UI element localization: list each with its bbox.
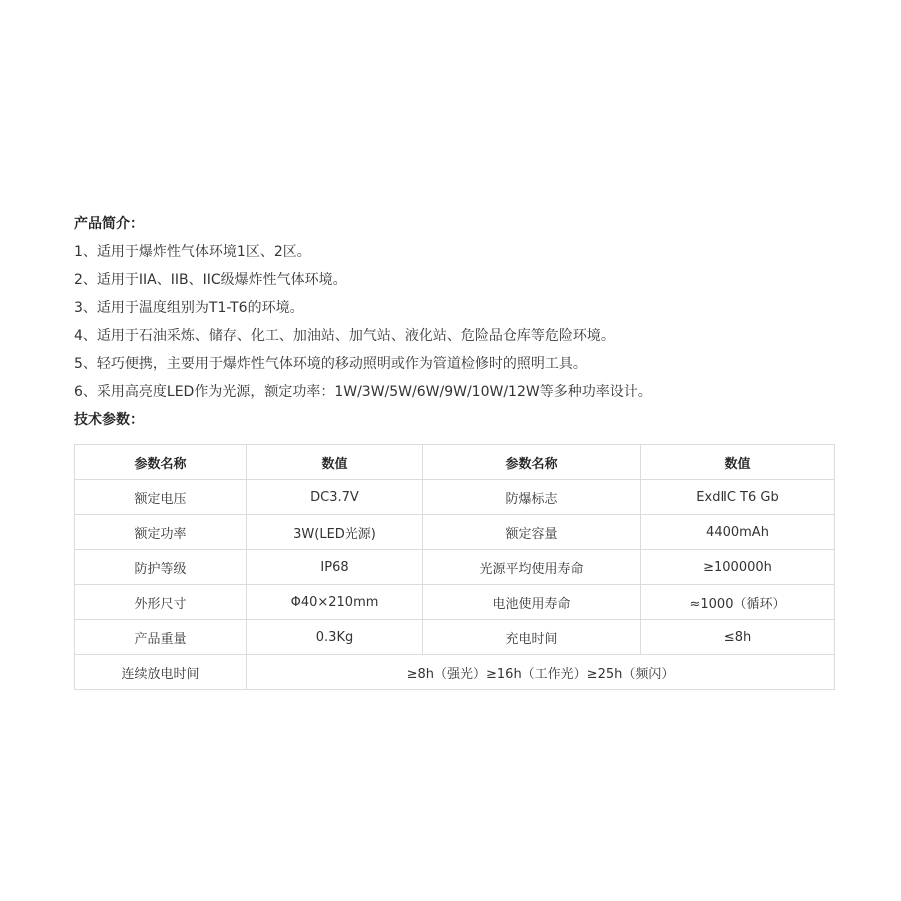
param-name-cell: 外形尺寸: [75, 585, 247, 620]
param-name-cell: 额定容量: [423, 515, 641, 550]
param-value-cell: DC3.7V: [247, 480, 423, 515]
param-name-cell: 光源平均使用寿命: [423, 550, 641, 585]
param-name-cell: 连续放电时间: [75, 655, 247, 690]
product-description: [74, 210, 836, 690]
param-value-cell: 4400mAh: [641, 515, 835, 550]
column-header: 参数名称: [75, 445, 247, 480]
feature-item: 2、适用于IIA、IIB、IIC级爆炸性气体环境。: [74, 272, 347, 288]
specs-heading: 技术参数：: [74, 412, 144, 428]
param-value-cell: ≥8h（强光）≥16h（工作光）≥25h（频闪）: [247, 655, 835, 690]
intro-heading: 产品简介：: [74, 216, 144, 232]
feature-item: 3、适用于温度组别为T1-T6的环境。: [74, 300, 304, 316]
table-row: [75, 550, 835, 585]
param-name-cell: 防爆标志: [423, 480, 641, 515]
feature-item: 6、采用高亮度LED作为光源，额定功率：1W/3W/5W/6W/9W/10W/12W等多种功率设计。: [74, 384, 652, 400]
column-header: 参数名称: [423, 445, 641, 480]
feature-item: 4、适用于石油采炼、储存、化工、加油站、加气站、液化站、危险品仓库等危险环境。: [74, 328, 615, 344]
param-name-cell: 产品重量: [75, 620, 247, 655]
column-header: 数值: [641, 445, 835, 480]
spec-table: [74, 444, 835, 690]
param-value-cell: ≤8h: [641, 620, 835, 655]
table-header-row: [75, 445, 835, 480]
table-row: [75, 655, 835, 690]
param-name-cell: 防护等级: [75, 550, 247, 585]
param-value-cell: 3W(LED光源): [247, 515, 423, 550]
param-value-cell: ≥100000h: [641, 550, 835, 585]
table-row: [75, 620, 835, 655]
param-name-cell: 额定电压: [75, 480, 247, 515]
param-value-cell: 0.3Kg: [247, 620, 423, 655]
table-row: [75, 585, 835, 620]
param-value-cell: ≈1000（循环）: [641, 585, 835, 620]
table-row: [75, 480, 835, 515]
table-row: [75, 515, 835, 550]
param-name-cell: 电池使用寿命: [423, 585, 641, 620]
param-value-cell: IP68: [247, 550, 423, 585]
feature-item: 1、适用于爆炸性气体环境1区、2区。: [74, 244, 311, 260]
column-header: 数值: [247, 445, 423, 480]
param-name-cell: 充电时间: [423, 620, 641, 655]
param-value-cell: ExdⅡC T6 Gb: [641, 480, 835, 515]
feature-item: 5、轻巧便携，主要用于爆炸性气体环境的移动照明或作为管道检修时的照明工具。: [74, 356, 587, 372]
param-name-cell: 额定功率: [75, 515, 247, 550]
param-value-cell: Φ40×210mm: [247, 585, 423, 620]
